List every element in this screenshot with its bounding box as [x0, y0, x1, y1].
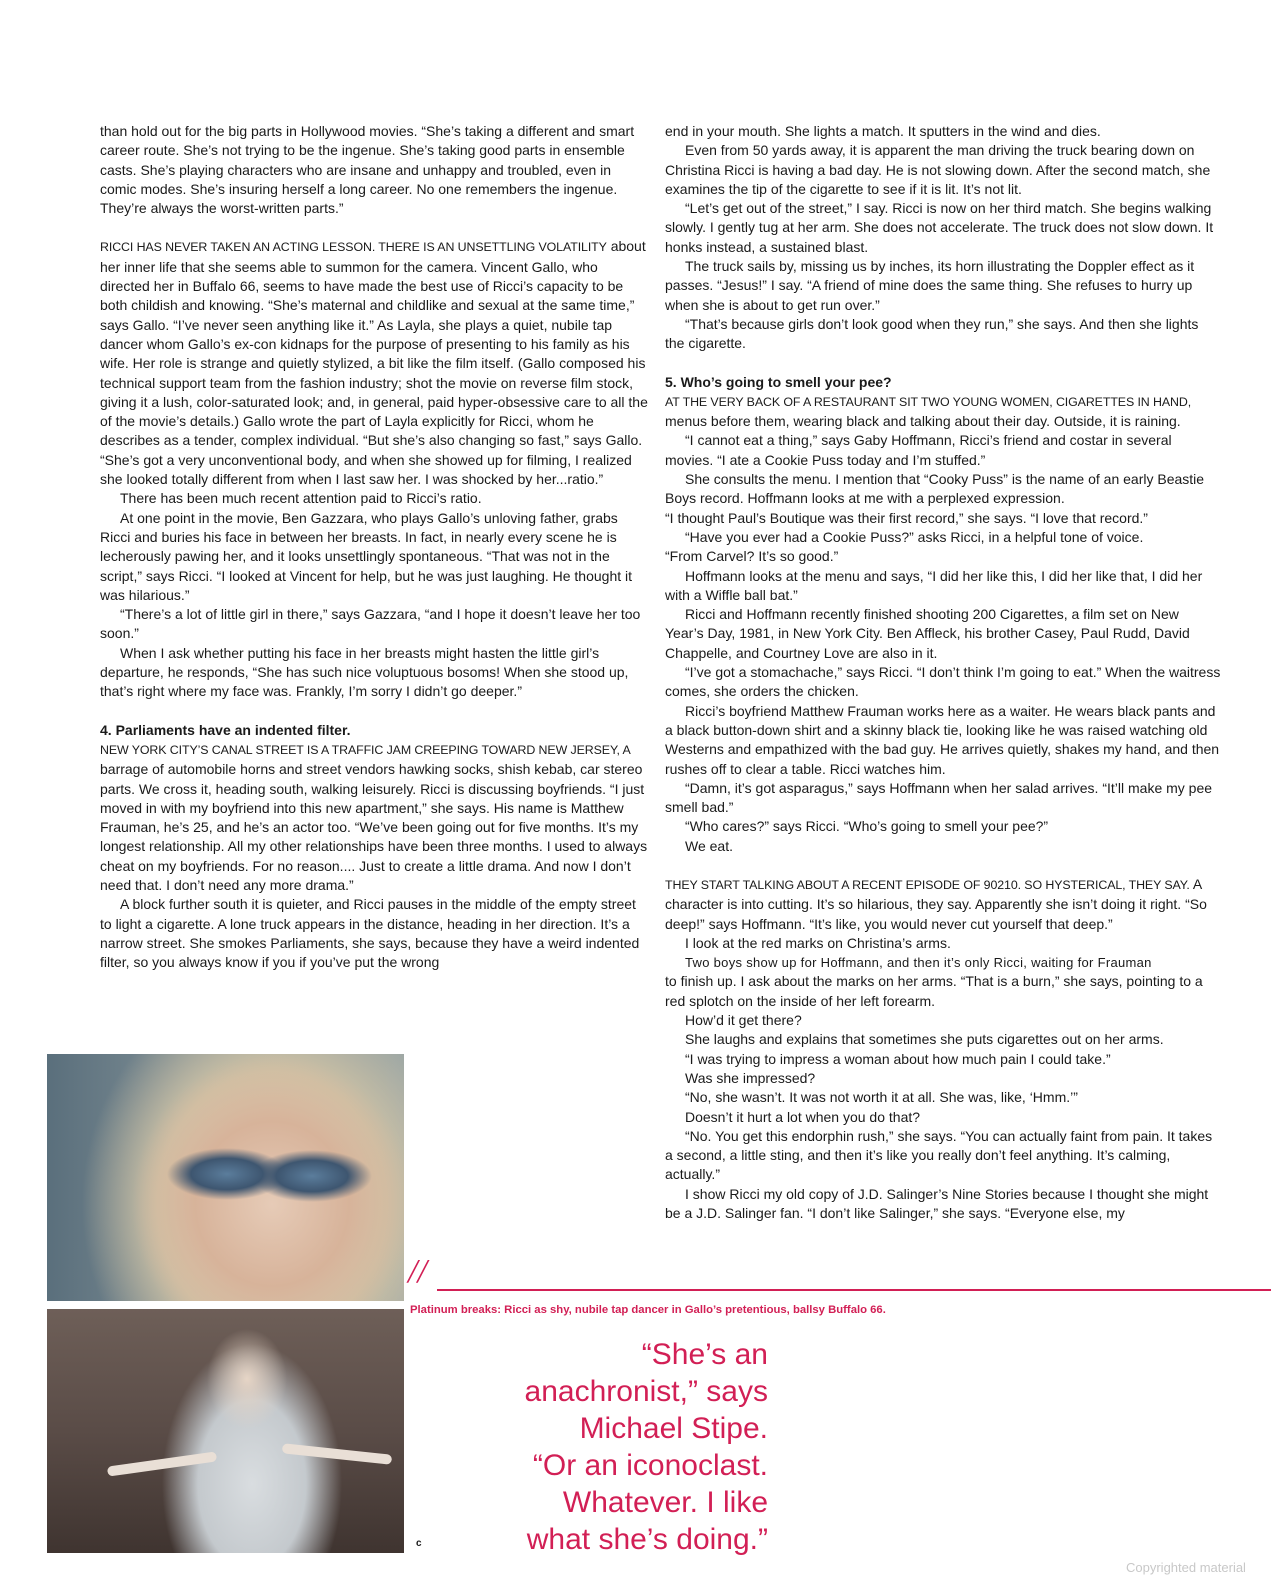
paragraph — [665, 972, 1221, 1011]
section-lead-caps: THEY START TALKING ABOUT A RECENT EPISODE OF 90210. SO HYSTERICAL, THEY SAY. — [665, 877, 1190, 892]
section-lead-caps: AT THE VERY BACK OF A RESTAURANT SIT TWO YOUNG WOMEN, CIGARETTES IN HAND, — [665, 394, 1192, 409]
paragraph-text: There has been much recent attention paid to Ricci’s ratio. — [120, 490, 482, 507]
paragraph — [100, 721, 648, 740]
paragraph-text: “I thought Paul’s Boutique was their first record,” she says. “I love that record.” — [665, 509, 1148, 526]
paragraph-text: 4. Parliaments have an indented filter. — [100, 721, 351, 738]
paragraph — [665, 953, 1221, 972]
paragraph — [665, 509, 1221, 528]
pull-quote-line: what she’s doing.” — [526, 1523, 768, 1556]
paragraph — [665, 663, 1221, 702]
paragraph — [665, 1030, 1221, 1049]
paragraph-text: She laughs and explains that sometimes she puts cigarettes out on her arms. — [685, 1031, 1164, 1048]
paragraph — [665, 141, 1221, 199]
paragraph — [665, 315, 1221, 354]
paragraph — [665, 605, 1221, 663]
paragraph-text: “No. You get this endorphin rush,” she says. “You can actually faint from pain. It takes a second, a little sting, and then it’s like you really don’t feel anything. It’s calming, actually.” — [665, 1127, 1213, 1183]
pull-quote — [470, 1336, 768, 1558]
paragraph-text: “Have you ever had a Cookie Puss?” asks Ricci, in a helpful tone of voice. — [685, 528, 1144, 545]
paragraph — [665, 875, 1221, 934]
paragraph-text: At one point in the movie, Ben Gazzara, who plays Gallo’s unloving father, grabs Ricci and buries his face in between her breasts. In fact, in nearly every scene he is lecherously pawing her, and it looks unsettlingly spontaneous. “That was not in the script,” says Ricci. “I looked at Vincent for help, but he was just laughing. He thought it was hilarious.” — [100, 509, 633, 603]
paragraph-text: The truck sails by, missing us by inches, its horn illustrating the Doppler effect as it passes. “Jesus!” I say. “A friend of mine does the same thing. She refuses to hurry up when she is about to get run over.” — [665, 258, 1195, 313]
section-divider-mark: // — [408, 1253, 427, 1290]
paragraph-text: to finish up. I ask about the marks on her arms. “That is a burn,” she says, pointing to a red splotch on the inside of her left forearm. — [665, 973, 1203, 1009]
photo-credit: c — [416, 1538, 422, 1549]
paragraph — [665, 373, 1221, 392]
paragraph — [665, 528, 1221, 547]
paragraph — [665, 354, 1221, 373]
paragraph — [100, 122, 648, 218]
paragraph — [665, 1088, 1221, 1107]
photo-dancer-scene — [47, 1309, 404, 1553]
paragraph — [665, 1050, 1221, 1069]
pull-quote-line: Michael Stipe. — [579, 1412, 768, 1445]
paragraph — [665, 567, 1221, 606]
paragraph-text: We eat. — [685, 837, 733, 854]
paragraph-text: I show Ricci my old copy of J.D. Salinger’s Nine Stories because I thought she might be a J.D. Salinger fan. “I don’t like Salinger,” she says. “Everyone else, my — [665, 1185, 1209, 1222]
paragraph-text: “I cannot eat a thing,” says Gaby Hoffmann, Ricci’s friend and costar in several movies. “I ate a Cookie Puss today and I’m stuffed.” — [665, 432, 1172, 468]
section-divider-rule — [437, 1289, 1271, 1291]
paragraph-text: “I was trying to impress a woman about how much pain I could take.” — [685, 1050, 1111, 1067]
paragraph-text: Doesn’t it hurt a lot when you do that? — [685, 1108, 921, 1125]
paragraph-text: Ricci’s boyfriend Matthew Frauman works here as a waiter. He wears black pants and a black button-down shirt and a skinny black tie, looking like he was raised watching old Westerns and empathized with the bad guy. He arrives quietly, shakes my hand, and then rushes off to clear a table. Ricci watches him. — [665, 702, 1220, 777]
paragraph — [665, 547, 1221, 566]
paragraph — [665, 1127, 1221, 1185]
paragraph-text: about her inner life that she seems able to summon for the camera. Vincent Gallo, who directed her in Buffalo 66, seems to have made the best use of Ricci’s capacity to be both childish and knowing. “She’s maternal and childlike and sexual at the same time,” says Gallo. “I’ve never seen anything like it.” As Layla, she plays a quiet, nubile tap dancer whom Gallo’s ex-con kidnaps for the purpose of presenting to his family as his wife. Her role is strange and quietly stylized, a bit like the film itself. (Gallo composed his technical support team from the fashion industry; shot the movie on reverse film stock, giving it a lush, color-saturated look; and, in general, paid hyper-obsessive care to all the of the movie’s details.) Gallo wrote the part of Layla explicitly for Ricci, whom he describes as a tender, complex individual. “But she’s also changing so fast,” says Gallo. “She’s got a very unconventional body, and when she showed up for filming, I realized she looked totally different from when I last saw her. I was shocked by her...ratio.” — [100, 238, 648, 488]
pull-quote-line: “She’s an — [641, 1338, 768, 1371]
paragraph-text: Hoffmann looks at the menu and says, “I did her like this, I did her like that, I did her with a Wiffle ball bat.” — [665, 567, 1203, 603]
paragraph — [665, 1011, 1221, 1030]
paragraph-text: When I ask whether putting his face in her breasts might hasten the little girl’s departure, he responds, “She has such nice voluptuous bosoms! When she stood up, that’s right where my face was. Frankly, I’m sorry I didn’t go deeper.” — [100, 644, 629, 700]
paragraph-text: end in your mouth. She lights a match. It sputters in the wind and dies. — [665, 123, 1101, 139]
pull-quote-line: anachronist,” says — [524, 1375, 768, 1408]
paragraph — [665, 856, 1221, 875]
article-left-column — [100, 122, 648, 972]
paragraph-text: Two boys show up for Hoffmann, and then it’s only Ricci, waiting for Frauman — [685, 955, 1152, 971]
paragraph-text: A character is into cutting. It’s so hilarious, they say. Apparently she isn’t doing it right. “So deep!” says Hoffmann. “It’s like, you would never cut yourself that deep.” — [665, 875, 1207, 932]
paragraph-text: Ricci and Hoffmann recently finished shooting 200 Cigarettes, a film set on New Year’s Day, 1981, in New York City. Ben Affleck, his brother Casey, Paul Rudd, David Chappelle, and Courtney Love are also in it. — [665, 606, 1190, 661]
paragraph-text: A block further south it is quieter, and Ricci pauses in the middle of the empty street to light a cigarette. A lone truck appears in the distance, heading in her direction. It’s a narrow street. She smokes Parliaments, she says, because they have a weird indented filter, so you always know if you if you’ve put the wrong — [100, 896, 640, 971]
paragraph — [100, 509, 648, 605]
paragraph — [665, 779, 1221, 818]
paragraph — [665, 817, 1221, 836]
paragraph-text: How’d it get there? — [685, 1012, 802, 1029]
paragraph — [665, 837, 1221, 856]
paragraph-text: I look at the red marks on Christina’s arms. — [685, 934, 951, 951]
pull-quote-line: Whatever. I like — [562, 1486, 768, 1519]
copyright-watermark: Copyrighted material — [1126, 1560, 1246, 1575]
paragraph — [100, 605, 648, 644]
paragraph — [665, 1185, 1221, 1224]
section-lead-caps: RICCI HAS NEVER TAKEN AN ACTING LESSON. THERE IS AN UNSETTLING VOLATILITY — [100, 240, 607, 255]
paragraph-text: “Damn, it’s got asparagus,” says Hoffmann when her salad arrives. “It’ll make my pee smell bad.” — [665, 779, 1213, 816]
paragraph-text: “There’s a lot of little girl in there,” says Gazzara, “and I hope it doesn’t leave her too soon.” — [100, 606, 641, 642]
paragraph — [100, 489, 648, 508]
paragraph — [100, 218, 648, 237]
paragraph — [665, 199, 1221, 257]
paragraph — [665, 702, 1221, 779]
paragraph-text: than hold out for the big parts in Hollywood movies. “She’s taking a different and smart career route. She’s not trying to be the ingenue. She’s taking good parts in ensemble casts. She’s playing characters who are insane and unhappy and troubled, even in comic modes. She’s insuring herself a long career. No one remembers the ingenue. They’re always the worst-written parts.” — [100, 123, 635, 217]
paragraph-text: “Who cares?” says Ricci. “Who’s going to smell your pee?” — [685, 818, 1049, 835]
paragraph-text: “That’s because girls don’t look good when they run,” she says. And then she lights the cigarette. — [665, 315, 1199, 352]
paragraph-text: “From Carvel? It’s so good.” — [665, 548, 839, 565]
paragraph-text: menus before them, wearing black and talking about their day. Outside, it is raining. — [665, 413, 1181, 430]
paragraph — [100, 702, 648, 721]
paragraph-text: Was she impressed? — [685, 1069, 816, 1086]
article-right-column — [665, 122, 1221, 1223]
paragraph — [665, 431, 1221, 470]
paragraph — [665, 470, 1221, 509]
paragraph — [665, 122, 1221, 141]
paragraph — [665, 1108, 1221, 1127]
photo-arm-right — [282, 1443, 392, 1464]
photo-arm-left — [107, 1451, 217, 1476]
paragraph-text: Even from 50 yards away, it is apparent the man driving the truck bearing down on Christina Ricci is having a bad day. He is not slowing down. After the second match, she examines the tip of the cigarette to see if it is lit. It’s not lit. — [665, 142, 1211, 197]
paragraph — [100, 895, 648, 972]
pull-quote-line: “Or an iconoclast. — [532, 1449, 768, 1482]
paragraph — [100, 644, 648, 702]
paragraph — [100, 237, 648, 489]
paragraph — [665, 392, 1221, 432]
section-lead-caps: NEW YORK CITY’S CANAL STREET IS A TRAFFIC JAM CREEPING TOWARD NEW JERSEY, A — [100, 742, 631, 757]
paragraph — [665, 1069, 1221, 1088]
paragraph — [665, 257, 1221, 315]
paragraph-text: She consults the menu. I mention that “Cooky Puss” is the name of an early Beastie Boys record. Hoffmann looks at me with a perplexed expression. — [665, 471, 1205, 507]
paragraph — [100, 740, 648, 895]
photo-closeup-portrait — [47, 1054, 404, 1301]
paragraph-text: “No, she wasn’t. It was not worth it at all. She was, like, ‘Hmm.’” — [685, 1089, 1078, 1106]
paragraph — [665, 934, 1221, 953]
photo-caption: Platinum breaks: Ricci as shy, nubile tap dancer in Gallo’s pretentious, ballsy Buffalo 66. — [410, 1304, 886, 1316]
paragraph-text: “I’ve got a stomachache,” says Ricci. “I don’t think I’m going to eat.” When the waitress comes, she orders the chicken. — [665, 664, 1221, 700]
paragraph-text: “Let’s get out of the street,” I say. Ricci is now on her third match. She begins walking slowly. I gently tug at her arm. She does not accelerate. The truck does not slow down. It honks instead, a sustained blast. — [665, 200, 1214, 255]
paragraph-text: barrage of automobile horns and street vendors hawking socks, shish kebab, car stereo parts. We cross it, heading south, walking leisurely. Ricci is discussing boyfriends. “I just moved in with my boyfriend into this new apartment,” she says. His name is Matthew Frauman, he’s 25, and he’s an actor too. “We’ve been going out for five months. It’s my longest relationship. All my other relationships have been three months. I used to always cheat on my boyfriends. For no reason.... Just to create a little drama. And now I don’t need that. I don’t need any more drama.” — [100, 761, 648, 893]
paragraph-text: 5. Who’s going to smell your pee? — [665, 373, 892, 390]
